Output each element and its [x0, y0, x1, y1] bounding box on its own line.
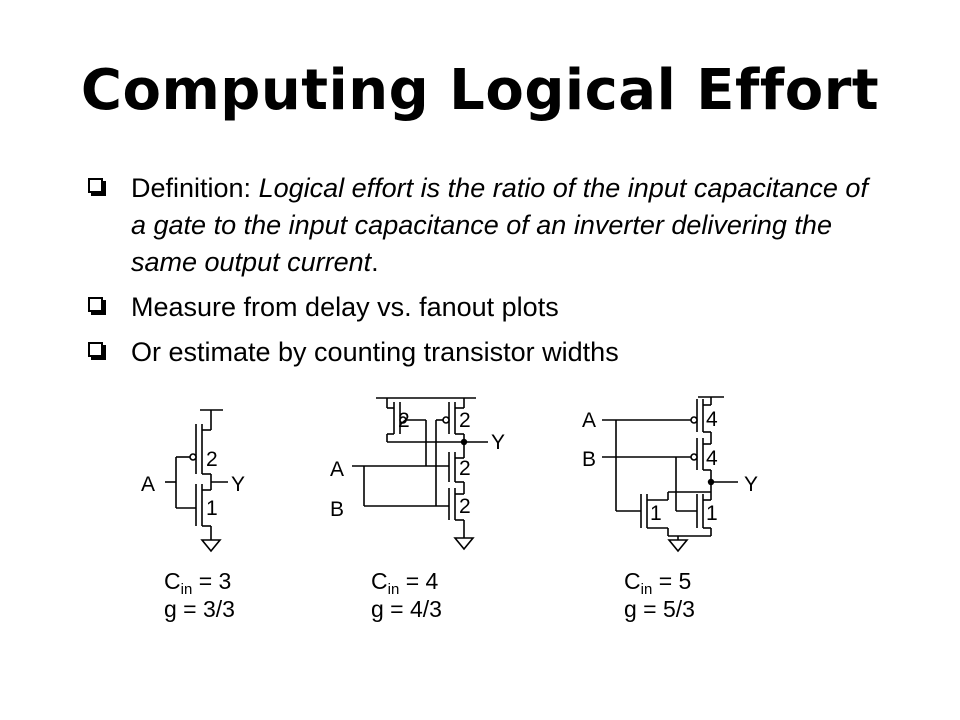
nand-output-label: Y: [491, 431, 506, 454]
inverter-output-label: Y: [231, 473, 246, 496]
nand-nmos-b-width: 2: [459, 495, 471, 518]
nand-pmos-a-width: 2: [398, 409, 410, 432]
bullet-estimate-text: Or estimate by counting transistor widths: [131, 337, 619, 367]
nand-pmos-b-width: 2: [459, 409, 471, 432]
inverter-g: g = 3/3: [164, 596, 235, 622]
nand-input-b-label: B: [330, 498, 345, 521]
nor-input-b-label: B: [582, 448, 597, 471]
inverter-pmos-width: 2: [206, 448, 218, 471]
nand-cin: $C_{in} = 4$: [371, 568, 439, 598]
nor-cin: $C_{in} = 5$: [624, 568, 692, 598]
inverter-nmos-width: 1: [206, 497, 218, 520]
nor-g: g = 5/3: [624, 596, 695, 622]
nor-nmos-a-width: 1: [650, 502, 662, 525]
inverter-schematic: [165, 410, 228, 551]
nor-input-a-label: A: [582, 409, 597, 432]
nor-pmos-b-width: 4: [706, 447, 718, 470]
nand-nmos-a-width: 2: [459, 457, 471, 480]
inverter-input-label: A: [141, 473, 156, 496]
nor-output-label: Y: [744, 473, 759, 496]
nor-output-junction-dot: [708, 479, 714, 485]
slide-title: Computing Logical Effort: [80, 58, 880, 123]
inverter-cin: $C_{in} = 3$: [164, 568, 232, 598]
nand-g: g = 4/3: [371, 596, 442, 622]
definition-suffix: .: [371, 247, 379, 277]
definition-prefix: Definition:: [131, 173, 259, 203]
nor-pmos-a-width: 4: [706, 408, 718, 431]
nor-nmos-b-width: 1: [706, 502, 718, 525]
bullet-measure-text: Measure from delay vs. fanout plots: [131, 292, 559, 322]
definition-text: Logical effort is the ratio of the input capacitance of a gate to the input capacitance of an inverter delivering the same output current: [131, 173, 868, 277]
nand-output-junction-dot: [461, 439, 467, 445]
nand-input-a-label: A: [330, 458, 345, 481]
